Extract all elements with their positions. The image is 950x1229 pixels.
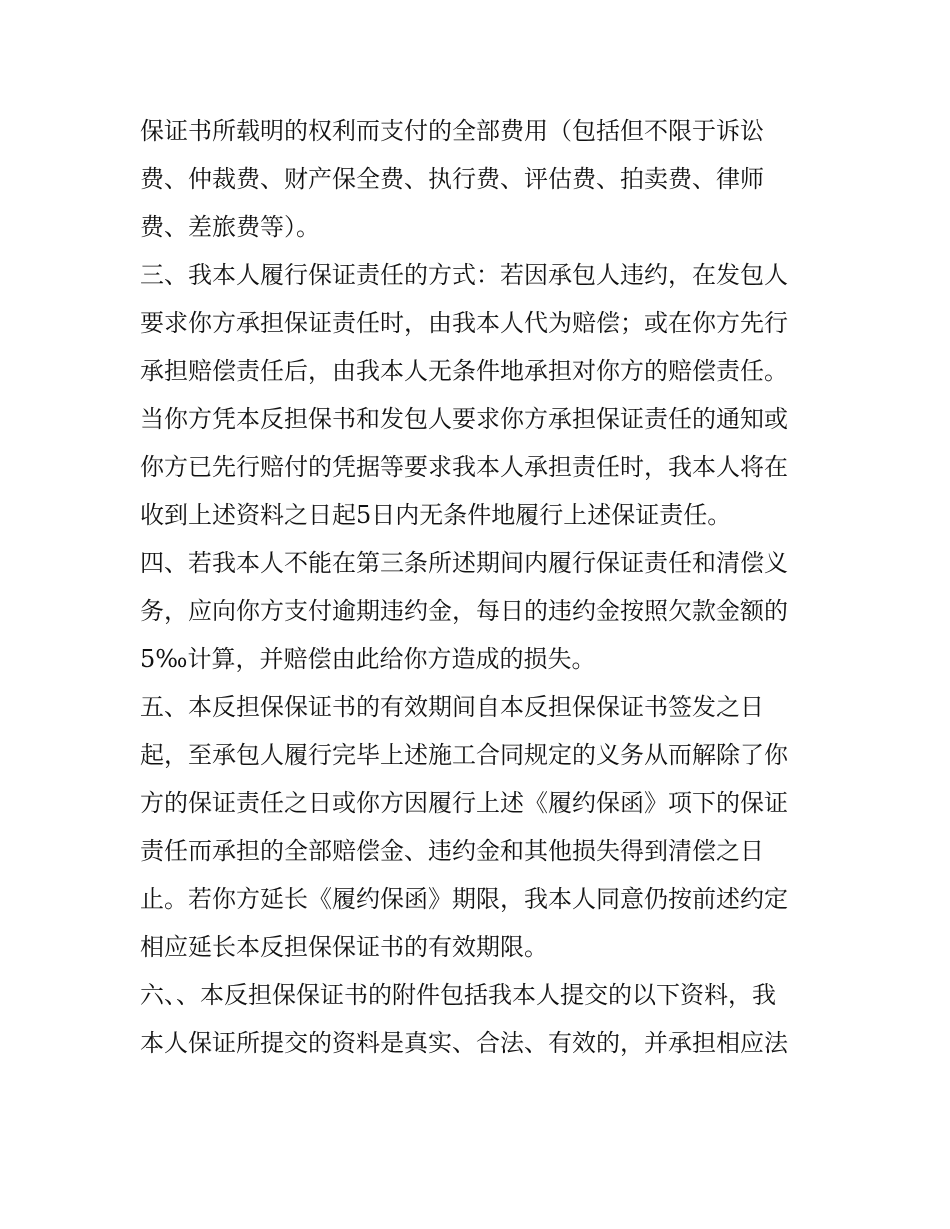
text-line: 三、我本人履行保证责任的方式：若因承包人违约，在发包人 [140,261,788,289]
text-line: 要求你方承担保证责任时，由我本人代为赔偿；或在你方先行 [140,309,788,337]
text-line: 收到上述资料之日起5日内无条件地履行上述保证责任。 [140,501,732,529]
document-body [140,107,830,1067]
text-line: 起，至承包人履行完毕上述施工合同规定的义务从而解除了你 [140,741,788,769]
text-line: 责任而承担的全部赔偿金、违约金和其他损失得到清偿之日 [140,837,764,865]
text-line: 费、仲裁费、财产保全费、执行费、评估费、拍卖费、律师 [140,165,764,193]
text-line: 六、、本反担保保证书的附件包括我本人提交的以下资料，我 [140,981,776,1009]
text-line: 费、差旅费等）。 [140,213,320,241]
text-line: 四、若我本人不能在第三条所述期间内履行保证责任和清偿义 [140,549,788,577]
text-line: 承担赔偿责任后，由我本人无条件地承担对你方的赔偿责任。 [140,357,788,385]
text-line: 止。若你方延长《履约保函》期限，我本人同意仍按前述约定 [140,885,788,913]
text-line: 本人保证所提交的资料是真实、合法、有效的，并承担相应法 [140,1029,788,1057]
text-line: 当你方凭本反担保书和发包人要求你方承担保证责任的通知或 [140,405,788,433]
text-line: 保证书所载明的权利而支付的全部费用（包括但不限于诉讼 [140,117,764,145]
text-line: 5‰计算，并赔偿由此给你方造成的损失。 [140,645,596,673]
text-line: 你方已先行赔付的凭据等要求我本人承担责任时，我本人将在 [140,453,788,481]
text-line: 五、本反担保保证书的有效期间自本反担保保证书签发之日 [140,693,764,721]
text-line: 务，应向你方支付逾期违约金，每日的违约金按照欠款金额的 [140,597,788,625]
text-line: 方的保证责任之日或你方因履行上述《履约保函》项下的保证 [140,789,788,817]
text-line: 相应延长本反担保保证书的有效期限。 [140,933,548,961]
